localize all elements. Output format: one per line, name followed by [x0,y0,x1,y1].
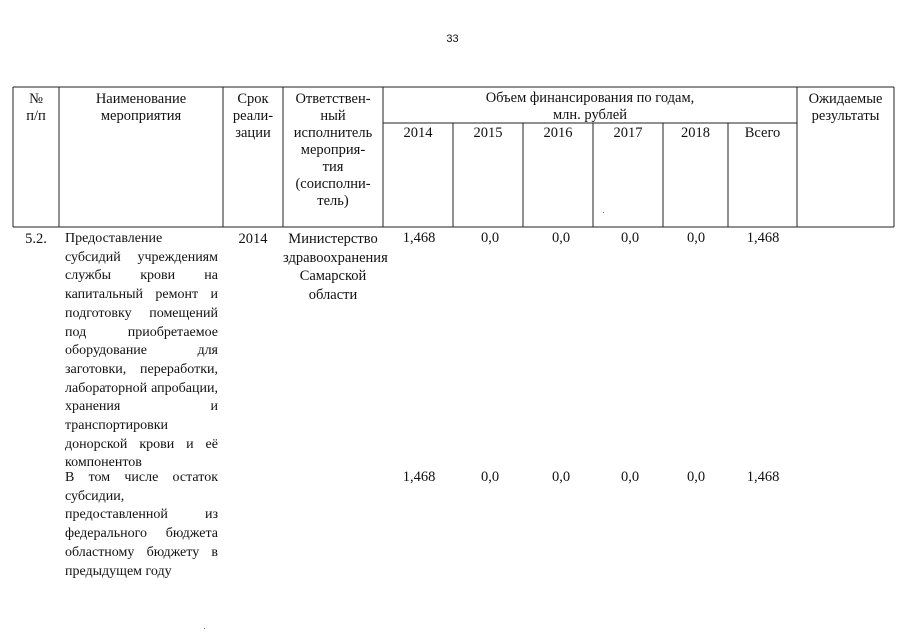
header-funding: Объем финансирования по годам, млн. рублей [485,90,695,123]
header-name: Наименование мероприятия [95,91,187,124]
row1-value-2016: 0,0 [551,230,571,246]
row2-value-2018: 0,0 [686,469,706,485]
header-term: Срок реали- зации [232,91,274,141]
header-total: Всего [744,125,781,141]
row1-name: Предоставление субсидий учреждениям службы крови на капитальный ремонт и подготовку помещений под приобретаемое оборудование для заготовки, переработки, лабораторной апробации, хранения и транспортировки донорской крови и её компонентов [65,231,218,471]
row2-value-2014: 1,468 [402,469,436,485]
row2-value-2015: 0,0 [480,469,500,485]
row2-name: В том числе остаток субсидии, предоставленной из федерального бюджета областному бюджету в предыдущем году [65,470,218,579]
header-year-2015: 2015 [473,125,503,141]
header-year-2014: 2014 [403,125,433,141]
header-year-2017: 2017 [613,125,643,141]
row1-value-2015: 0,0 [480,230,500,246]
row1-value-total: 1,468 [746,230,780,246]
row2-value-2016: 0,0 [551,469,571,485]
page-number: 33 [446,33,459,45]
row1-term: 2014 [238,231,268,247]
row1-value-2014: 1,468 [402,230,436,246]
row1-number: 5.2. [25,231,47,247]
header-number: № п/п [26,91,46,124]
header-year-2018: 2018 [681,125,710,141]
row1-value-2017: 0,0 [620,230,640,246]
header-year-2016: 2016 [543,125,573,141]
row1-value-2018: 0,0 [686,230,706,246]
header-results: Ожидаемые результаты [808,91,883,124]
scan-speck [603,212,604,213]
scan-speck [204,628,205,629]
row1-executor: Министерство здравоохранения Самарской области [283,231,388,304]
row2-value-2017: 0,0 [620,469,640,485]
row2-value-total: 1,468 [746,469,780,485]
header-executor: Ответствен- ный исполнитель мероприя- тия (соисполни- тель) [293,91,373,209]
